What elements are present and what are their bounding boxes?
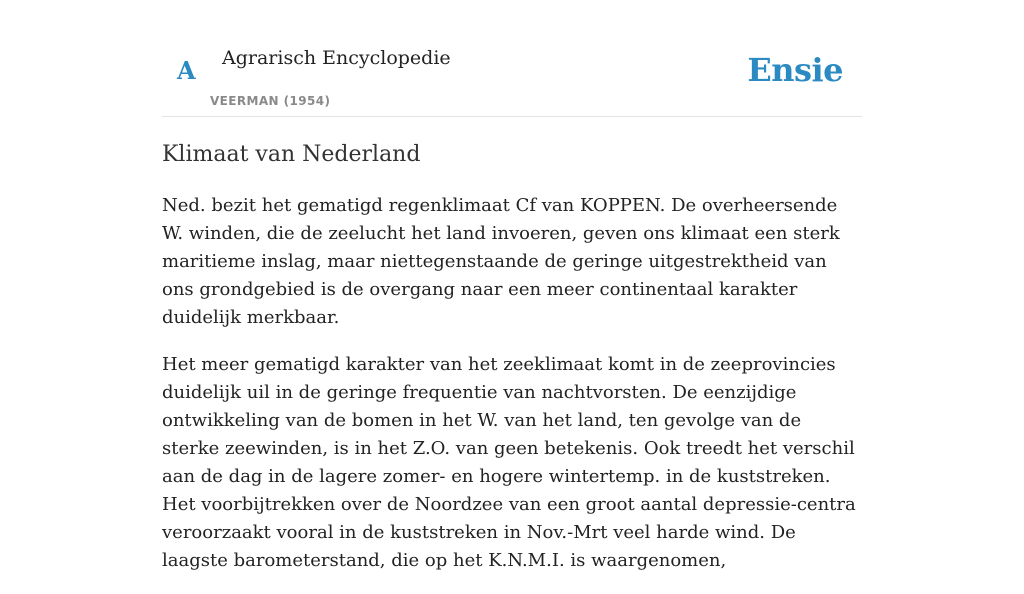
book-letter-link[interactable]: A <box>177 56 196 85</box>
book-title-link[interactable]: Agrarisch Encyclopedie <box>222 47 451 69</box>
article-body <box>162 192 864 594</box>
book-author: VEERMAN (1954) <box>210 94 331 108</box>
article-title: Klimaat van Nederland <box>162 142 421 167</box>
site-header <box>162 0 862 117</box>
ensie-logo[interactable]: Ensie <box>747 51 843 89</box>
article-paragraph: Het meer gematigd karakter van het zeeklimaat komt in de zeeprovincies duidelijk uil in de geringe frequentie van nachtvorsten. De eenzijdige ontwikkeling van de bomen in het W. van het land, ten gevolge van de sterke zeewinden, is in het Z.O. van geen betekenis. Ook treedt het verschil aan de dag in de lagere zomer- en hogere wintertemp. in de kuststreken. Het voorbijtrekken over de Noordzee van een groot aantal depressie-centra veroorzaakt vooral in de kuststreken in Nov.-Mrt veel harde wind. De laagste barometerstand, die op het K.N.M.I. is waargenomen, <box>162 354 856 571</box>
article-paragraph: Ned. bezit het gematigd regenklimaat Cf van KOPPEN. De overheersende W. winden, die de zeelucht het land invoeren, geven ons klimaat een sterk maritieme inslag, maar niettegenstaande de geringe uitgestrektheid van ons grondgebied is de overgang naar een meer continentaal karakter duidelijk merkbaar. <box>162 195 840 328</box>
